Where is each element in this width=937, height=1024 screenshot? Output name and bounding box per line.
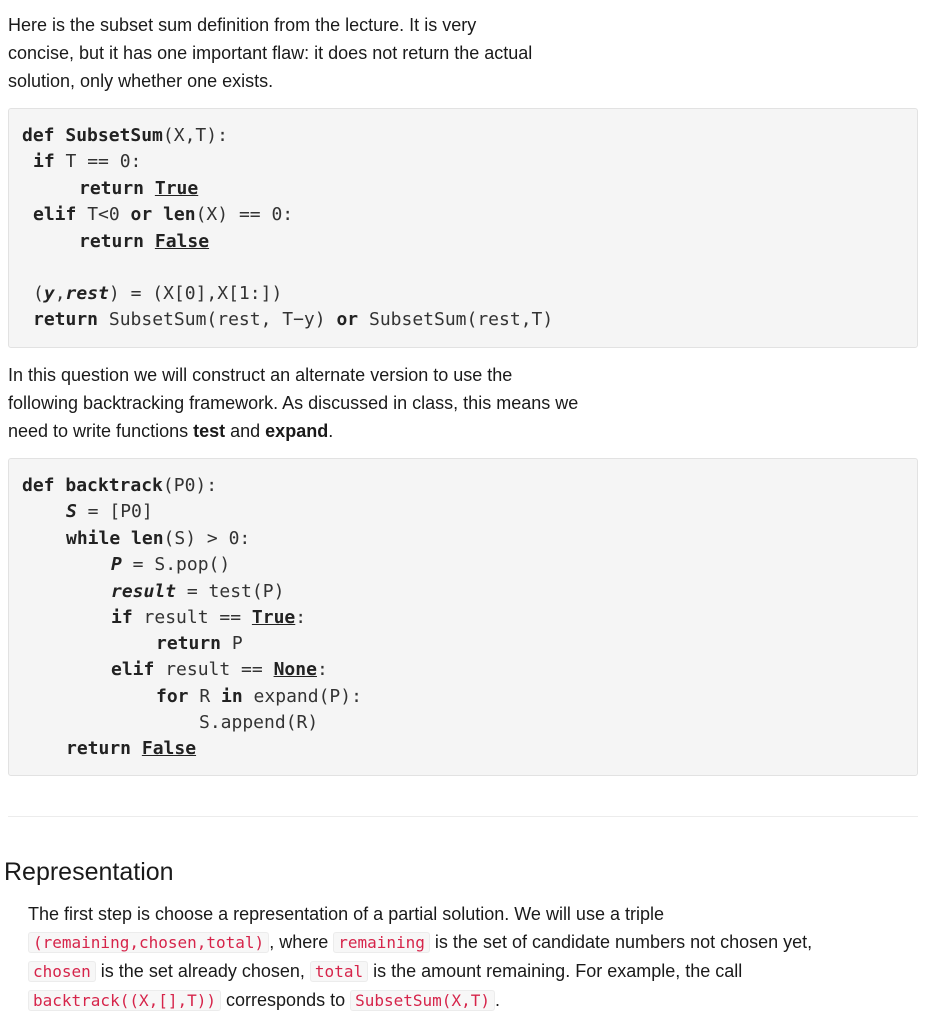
mid-line-2: following backtracking framework. As discussed in class, this means we (8, 393, 579, 413)
keyword-def: def (22, 475, 55, 496)
code1-line-return-false (79, 229, 209, 255)
subsetsum-code-block (8, 108, 918, 348)
keyword-in: in (221, 686, 243, 707)
result-assign: = test(P) (176, 581, 285, 602)
code2-line-while (66, 526, 250, 552)
builtin-len: len (131, 528, 164, 549)
keyword-def: def (22, 125, 55, 146)
params: (X,T): (162, 125, 228, 146)
rep-line-4-mid: corresponds to (221, 990, 351, 1010)
params: (P0): (162, 475, 218, 496)
while-condition: (S) > 0: (163, 528, 251, 549)
paren-open: ( (33, 283, 44, 304)
intro-line-1: Here is the subset sum definition from the lecture. It is very (8, 15, 477, 35)
code2-line-test (111, 579, 284, 605)
code1-line-if (33, 149, 141, 175)
code-total: total (310, 961, 368, 982)
code-remaining: remaining (333, 932, 430, 953)
elif-condition-1: T<0 (76, 204, 131, 225)
keyword-while: while (66, 528, 121, 549)
if-condition: result == (132, 607, 252, 628)
rep-line-3-mid: is the set already chosen, (95, 961, 310, 981)
colon: : (295, 607, 307, 628)
function-name: backtrack (65, 475, 163, 496)
rep-line-2-end: is the set of candidate numbers not chosen yet, (429, 932, 813, 952)
code1-line-elif (33, 202, 293, 228)
section-heading: Representation (4, 858, 174, 886)
intro-line-3: solution, only whether one exists. (8, 71, 274, 91)
rep-line-3-end: is the amount remaining. For example, the call (368, 961, 743, 981)
middle-paragraph (8, 361, 578, 445)
section-divider (8, 816, 918, 817)
keyword-or: or (336, 309, 359, 330)
keyword-return: return (156, 633, 222, 654)
var-result: result (111, 581, 177, 602)
keyword-or: or (130, 204, 153, 225)
keyword-return: return (33, 309, 99, 330)
code2-line-if (111, 605, 306, 631)
code2-line-append (199, 710, 318, 736)
code-chosen: chosen (28, 961, 96, 982)
code2-line-elif (111, 657, 328, 683)
rep-line-4 (28, 986, 812, 1015)
function-name: SubsetSum (65, 125, 163, 146)
elif-condition: result == (154, 659, 274, 680)
tuple-assign: ) = (X[0],X[1:]) (108, 283, 283, 304)
keyword-return: return (79, 231, 145, 252)
colon: : (316, 659, 328, 680)
rep-line-2 (28, 928, 812, 957)
code1-line-return-call (33, 307, 553, 333)
append-call: S.append(R) (199, 712, 319, 733)
comma: , (54, 283, 66, 304)
code1-line-def (22, 123, 228, 149)
keyword-if: if (33, 151, 55, 172)
code-subsetsum-call: SubsetSum(X,T) (350, 990, 495, 1011)
mid-line-3-end: . (328, 421, 334, 441)
s-assign: = [P0] (76, 501, 153, 522)
code-triple: (remaining,chosen,total) (28, 932, 269, 953)
code-backtrack-call: backtrack((X,[],T)) (28, 990, 221, 1011)
recursive-call-2: SubsetSum(rest,T) (358, 309, 554, 330)
var-y: y (43, 283, 55, 304)
rep-line-2-mid: , where (269, 932, 334, 952)
intro-line-2: concise, but it has one important flaw: it does not return the actual (8, 43, 533, 63)
code2-line-pop (111, 552, 230, 578)
code2-line-return-p (156, 631, 243, 657)
code1-line-return-true (79, 176, 198, 202)
const-false: False (154, 231, 210, 252)
keyword-if: if (111, 607, 133, 628)
const-none: None (273, 659, 317, 680)
representation-paragraph (28, 900, 812, 1015)
var-rest: rest (65, 283, 109, 304)
code2-line-def (22, 473, 217, 499)
code2-line-for (156, 684, 362, 710)
mid-line-3-pre: need to write functions (8, 421, 194, 441)
mid-line-3 (8, 417, 578, 445)
p-assign: = S.pop() (121, 554, 231, 575)
keyword-for: for (156, 686, 189, 707)
for-iterable: expand(P): (242, 686, 362, 707)
var-p: P (111, 554, 122, 575)
const-false: False (141, 738, 197, 759)
rep-line-1: The first step is choose a representation of a partial solution. We will use a triple (28, 904, 664, 924)
backtrack-code-block (8, 458, 918, 776)
keyword-return: return (66, 738, 132, 759)
code2-line-return-false (66, 736, 196, 762)
intro-paragraph (8, 11, 532, 95)
var-s: S (66, 501, 77, 522)
keyword-return: return (79, 178, 145, 199)
code2-line-s-init (66, 499, 153, 525)
recursive-call-1: SubsetSum(rest, T−y) (98, 309, 337, 330)
builtin-len: len (163, 204, 196, 225)
const-true: True (251, 607, 296, 628)
return-value-p: P (221, 633, 243, 654)
for-var-r: R (188, 686, 222, 707)
rep-line-4-end: . (494, 990, 500, 1010)
const-true: True (154, 178, 199, 199)
term-expand: expand (265, 421, 329, 441)
term-test: test (193, 421, 226, 441)
keyword-elif: elif (33, 204, 77, 225)
mid-line-3-and: and (225, 421, 266, 441)
mid-line-1: In this question we will construct an alternate version to use the (8, 365, 513, 385)
elif-condition-2: (X) == 0: (195, 204, 294, 225)
keyword-elif: elif (111, 659, 155, 680)
code1-line-tuple (33, 281, 282, 307)
if-condition: T == 0: (54, 151, 142, 172)
rep-line-3 (28, 957, 812, 986)
